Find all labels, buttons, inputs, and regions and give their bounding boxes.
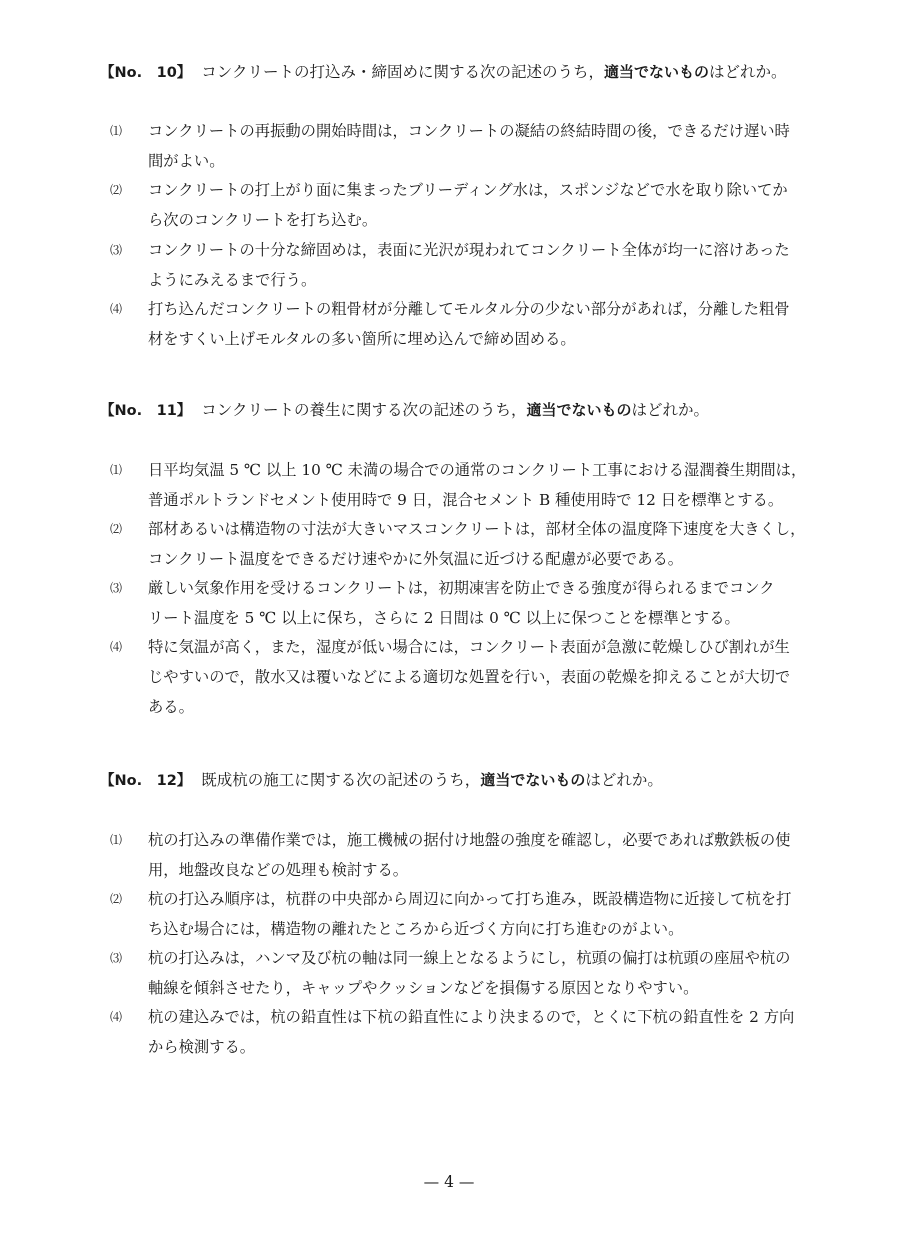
question-header (100, 400, 709, 421)
choice-text-line: 杭の打込みの準備作業では，施工機械の据付け地盤の強度を確認し，必要であれば敷鉄板の使 (148, 831, 791, 849)
question-stem: コンクリートの養生に関する次の記述のうち， (201, 401, 527, 419)
question-header (100, 770, 663, 791)
choice-text-line: コンクリートの再振動の開始時間は，コンクリートの凝結の終結時間の後，できるだけ遅い時 (148, 122, 790, 140)
question-stem: 既成杭の施工に関する次の記述のうち， (201, 771, 481, 789)
question-emphasis: 適当でないもの (526, 401, 632, 419)
choice-number: ⑴ (110, 124, 123, 138)
choice-text-line: コンクリート温度をできるだけ速やかに外気温に近づける配慮が必要である。 (148, 550, 684, 568)
choice-text-line: じやすいので，散水又は覆いなどによる適切な処置を行い，表面の乾燥を抑えることが大切で (148, 668, 791, 686)
question-stem-end: はどれか。 (631, 401, 710, 419)
question-emphasis: 適当でないもの (604, 63, 710, 81)
question-emphasis: 適当でないもの (480, 771, 586, 789)
choice-text-line: 杭の打込みは，ハンマ及び杭の軸は同一線上となるようにし，杭頭の偏打は杭頭の座屈や杭の (148, 949, 791, 967)
choice-text-line: 部材あるいは構造物の寸法が大きいマスコンクリートは，部材全体の温度降下速度を大きくし， (148, 520, 806, 538)
page-number: — 4 — (423, 1173, 475, 1191)
choice-text-line: 間がよい。 (148, 152, 225, 170)
choice-text-line: から検測する。 (148, 1038, 256, 1056)
choice-text-line: 杭の打込み順序は，杭群の中央部から周辺に向かって打ち進み，既設構造物に近接して杭を打 (148, 890, 792, 908)
choice-text-line: 用，地盤改良などの処理も検討する。 (148, 861, 409, 879)
choice-number: ⑵ (110, 522, 123, 536)
question-stem: コンクリートの打込み・締固めに関する次の記述のうち， (201, 63, 604, 81)
choice-number: ⑷ (110, 640, 123, 654)
choice-text-line: ようにみえるまで行う。 (148, 271, 317, 289)
choice-text-line: 材をすくい上げモルタルの多い箇所に埋め込んで締め固める。 (148, 330, 576, 348)
choice-number: ⑵ (110, 892, 123, 906)
choice-text-line: 特に気温が高く，また，湿度が低い場合には，コンクリート表面が急激に乾燥しひび割れが生 (148, 638, 790, 656)
question-stem-end: はどれか。 (585, 771, 663, 789)
choice-text-line: コンクリートの十分な締固めは，表面に光沢が現われてコンクリート全体が均一に溶けあった (148, 241, 790, 259)
choice-number: ⑴ (110, 833, 123, 847)
choice-text-line: 厳しい気象作用を受けるコンクリートは，初期凍害を防止できる強度が得られるまでコンク (148, 579, 775, 597)
question-number: 【No. 11】 (100, 403, 192, 419)
choice-number: ⑵ (110, 183, 123, 197)
choice-text-line: 打ち込んだコンクリートの粗骨材が分離してモルタル分の少ない部分があれば，分離した粗骨 (148, 300, 790, 318)
question-number: 【No. 12】 (100, 773, 192, 789)
choice-number: ⑶ (110, 243, 123, 257)
choice-text-line: 普通ポルトランドセメント使用時で 9 日，混合セメント B 種使用時で 12 日を標準とする。 (148, 491, 784, 509)
choice-number: ⑶ (110, 581, 123, 595)
choice-text-line: 杭の建込みでは，杭の鉛直性は下杭の鉛直性により決まるので，とくに下杭の鉛直性を 2 方向 (148, 1008, 795, 1026)
choice-text-line: 軸線を傾斜させたり，キャップやクッションなどを損傷する原因となりやすい。 (148, 979, 699, 997)
choice-text-line: ら次のコンクリートを打ち込む。 (148, 211, 378, 229)
choice-text-line: コンクリートの打上がり面に集まったブリーディング水は，スポンジなどで水を取り除いてか (148, 181, 788, 199)
choice-text-line: ある。 (148, 698, 194, 716)
choice-number: ⑷ (110, 1010, 123, 1024)
question-header (100, 62, 787, 83)
choice-number: ⑷ (110, 302, 123, 316)
choice-text-line: 日平均気温 5 ℃ 以上 10 ℃ 未満の場合での通常のコンクリート工事における湿潤養生期間は， (148, 461, 807, 479)
choice-text-line: リート温度を 5 ℃ 以上に保ち，さらに 2 日間は 0 ℃ 以上に保つことを標準とする。 (148, 609, 740, 627)
choice-number: ⑴ (110, 463, 123, 477)
question-stem-end: はどれか。 (709, 63, 787, 81)
choice-text-line: ち込む場合には，構造物の離れたところから近づく方向に打ち進むのがよい。 (148, 920, 684, 938)
question-number: 【No. 10】 (100, 65, 192, 81)
choice-number: ⑶ (110, 951, 123, 965)
